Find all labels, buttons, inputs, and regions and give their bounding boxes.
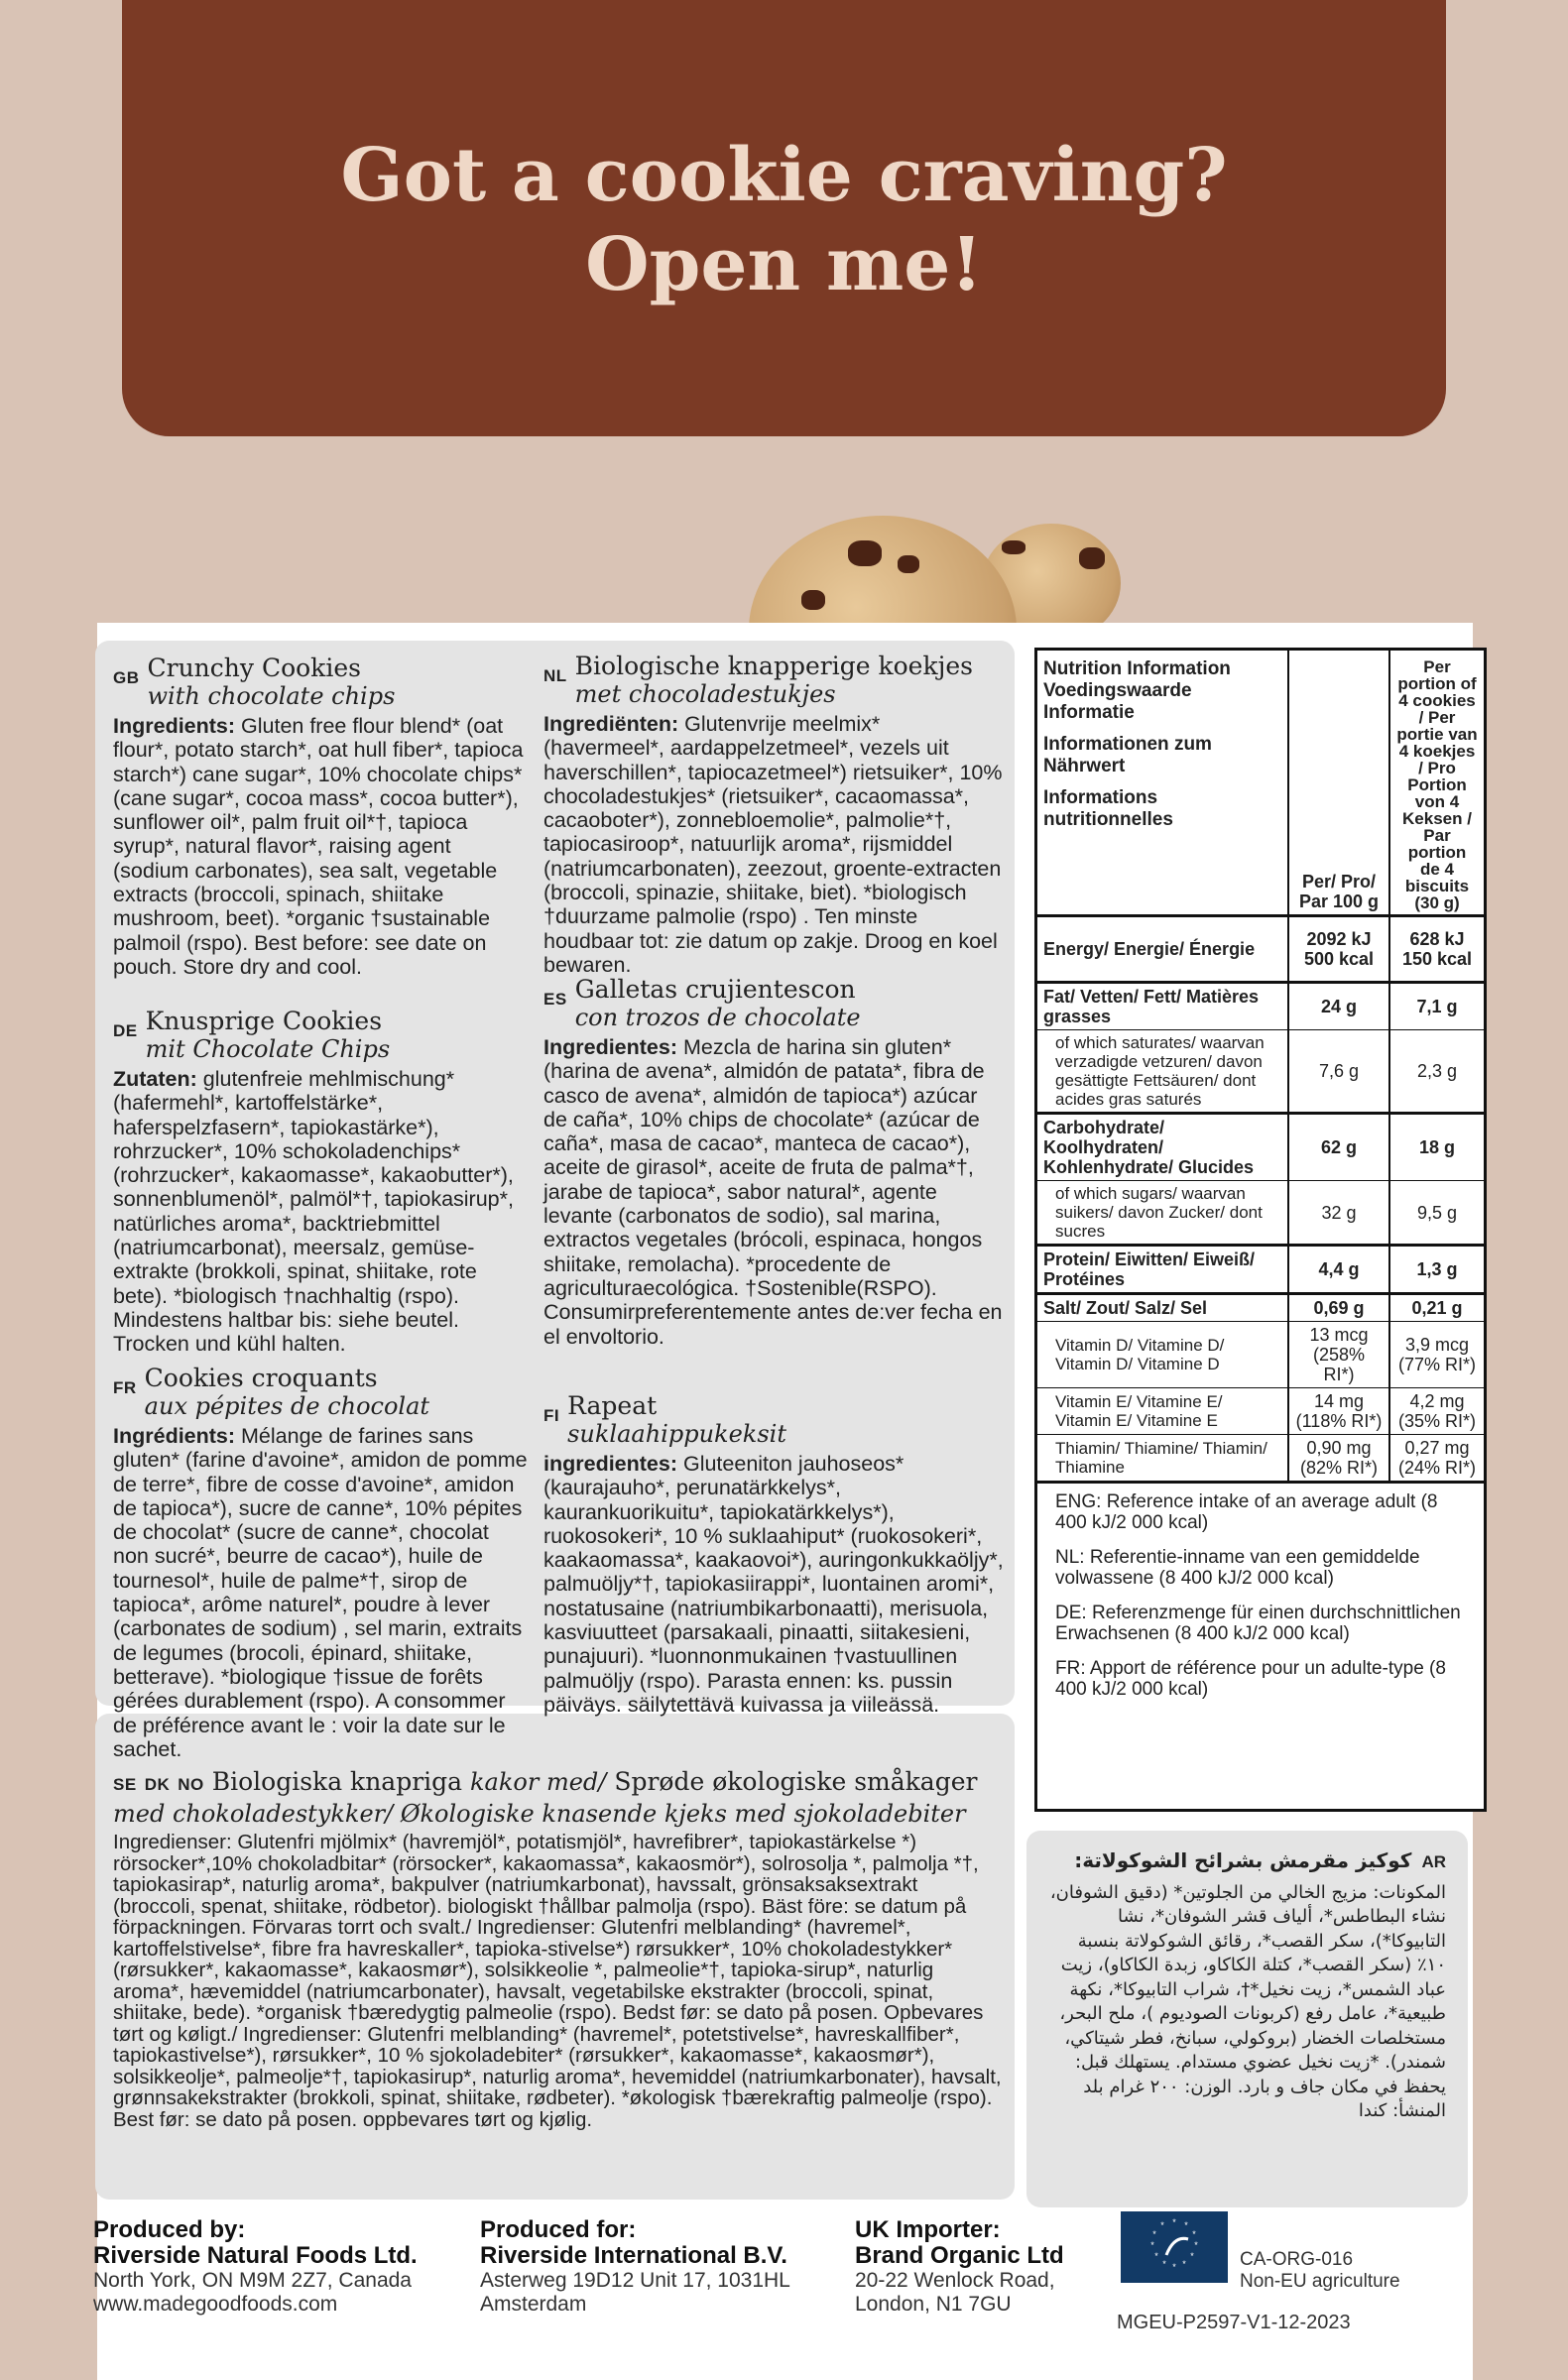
- nutrient-label: Energy/ Energie/ Énergie: [1037, 916, 1288, 983]
- lang-code: NL: [543, 666, 567, 685]
- section-de: [113, 1008, 535, 1357]
- svg-text:*: *: [1190, 2251, 1194, 2261]
- svg-text:*: *: [1162, 2259, 1166, 2269]
- nutrition-row: [1037, 1435, 1484, 1482]
- nutrition-header: Nutrition Information Voedingswaarde Informatie Informationen zum Nährwert Informations nutritionnelles Per/ Pro/ Par 100 g Per portion of 4 cookies / Per portie van 4 koekjes / Pro Portion von 4 Keksen / Par portion de 4 biscuits (30 g): [1037, 651, 1484, 916]
- value-per-100g: 62 g: [1288, 1114, 1389, 1181]
- value-per-100g: 2092 kJ 500 kcal: [1288, 916, 1389, 983]
- section-title: Crunchy Cookies: [147, 654, 361, 682]
- uk-importer-info: UK Importer: Brand Organic Ltd 20-22 Wenlock Road, London, N1 7GU: [855, 2216, 1064, 2316]
- ingredients-text: ingredientes: Gluteeniton jauhoseos* (kaurajauho*, perunatärkkelys*, kaurankuorikuitu*, tapiokatärkkelys*), ruokosokeri*, 10 % suklaahiput* (ruokosokeri*, kaakaomassa*, kaakaovoi*), auringonkukkaöljy*, palmuöljy*†, tapiokasiirappi*, luontainen aromi*, nostatusaine (natriumbikarbonaatti), merisuola, kasviuutteet (parsakaali, pinaatti, siitakesieni, punajuuri). *luonnonmukainen †vastuullinen palmuöljy (rspo). Parasta ennen: ks. pussin päiväys. säilytettävä kuivassa ja viileässä.: [543, 1452, 1004, 1717]
- nutrient-label: Fat/ Vetten/ Fett/ Matières grasses: [1037, 983, 1288, 1030]
- nutrient-label: Carbohydrate/ Koolhydraten/ Kohlenhydrate/ Glucides: [1037, 1114, 1288, 1181]
- section-subtitle: mit Chocolate Chips: [145, 1035, 391, 1063]
- value-per-portion: 0,21 g: [1389, 1294, 1484, 1322]
- nutrition-row: [1037, 1181, 1484, 1246]
- lang-code: FI: [543, 1406, 560, 1425]
- nutrient-label: of which saturates/ waarvan verzadigde vetzuren/ davon gesättigte Fettsäuren/ dont acides gras saturés: [1037, 1030, 1288, 1114]
- nutrition-row: [1037, 1246, 1484, 1294]
- section-fr: [113, 1365, 530, 1761]
- section-subtitle: with chocolate chips: [147, 682, 396, 710]
- nutrient-label: Vitamin E/ Vitamine E/ Vitamin E/ Vitamine E: [1037, 1388, 1288, 1435]
- value-per-portion: 2,3 g: [1389, 1030, 1484, 1114]
- ingredients-text: Ingredients: Gluten free flour blend* (oat flour*, potato starch*, oat hull fiber*, tapioca starch*) cane sugar*, 10% chocolate chips* (cane sugar*, cocoa mass*, cocoa butter*), sunflower oil*, palm fruit oil*†, tapioca syrup*, natural flavor*, raising agent (sodium carbonates), sea salt, vegetable extracts (broccoli, spinach, shiitake mushroom, beet). *organic †sustainable palmoil (rspo). Best before: see date on pouch. Store dry and cool.: [113, 714, 524, 979]
- value-per-100g: 13 mcg (258% RI*): [1288, 1322, 1389, 1388]
- value-per-portion: 4,2 mg (35% RI*): [1389, 1388, 1484, 1435]
- lang-code: ES: [543, 990, 567, 1009]
- ingredients-text: Zutaten: glutenfreie mehlmischung* (hafermehl*, kartoffelstärke*, haferspelzfasern*, tapiokastärke*), rohrzucker*, 10% schokoladenchips* (rohrzucker*, kakaomasse*, kakaobutter*), sonnenblumenöl*, palmöl*†, tapiokasirup*, natürliches aroma*, backtriebmittel (natriumcarbonat), meersalz, gemüse-extrakte (brokkoli, spinat, shiitake, rote bete). *biologisch †nachhaltig (rspo). Mindestens haltbar bis: siehe beutel. Trocken und kühl halten.: [113, 1067, 514, 1357]
- section-subtitle: med chokoladestykker/ Økologiske knasende kjeks med sjokoladebiter: [113, 1800, 966, 1828]
- nutrient-label: of which sugars/ waarvan suikers/ davon Zucker/ dont sucres: [1037, 1181, 1288, 1246]
- value-per-portion: 3,9 mcg (77% RI*): [1389, 1322, 1484, 1388]
- section-subtitle: met chocoladestukjes: [574, 680, 836, 708]
- nutrient-label: Thiamin/ Thiamine/ Thiamin/ Thiamine: [1037, 1435, 1288, 1482]
- section-title: Galletas crujientescon: [574, 975, 856, 1004]
- nutrition-row: [1037, 1388, 1484, 1435]
- value-per-portion: 1,3 g: [1389, 1246, 1484, 1294]
- value-per-100g: 4,4 g: [1288, 1246, 1389, 1294]
- value-per-100g: 7,6 g: [1288, 1030, 1389, 1114]
- svg-text:*: *: [1160, 2220, 1164, 2230]
- value-per-portion: 7,1 g: [1389, 983, 1484, 1030]
- chocolate-chip: [801, 590, 825, 610]
- nutrition-row: [1037, 1030, 1484, 1114]
- nutrition-row: [1037, 1114, 1484, 1181]
- section-title: Knusprige Cookies: [145, 1007, 383, 1035]
- svg-text:*: *: [1152, 2229, 1156, 2239]
- produced-for-info: Produced for: Riverside International B.V. Asterweg 19D12 Unit 17, 1031HL Amsterdam: [480, 2216, 790, 2316]
- eu-certification: CA-ORG-016 Non-EU agriculture: [1240, 2249, 1400, 2292]
- value-per-100g: 32 g: [1288, 1181, 1389, 1246]
- section-es: [543, 976, 1005, 1349]
- value-per-100g: 0,90 mg (82% RI*): [1288, 1435, 1389, 1482]
- section-gb: [113, 654, 530, 979]
- section-subtitle: con trozos de chocolate: [574, 1004, 861, 1031]
- svg-text:*: *: [1192, 2229, 1196, 2239]
- lang-code: SE: [113, 1775, 137, 1794]
- ingredients-text: Ingredienser: Glutenfri mjölmix* (havremjöl*, potatismjöl*, havrefibrer*, tapiokastärkelse *) rörsocker*,10% chokoladbitar* (rörsocker*, kakaomassa*, kakaosmör*), solrosolja *, palmolja *†, tapiokasirap*, naturlig aroma*, bakpulver (natriumkarbonat), havssalt, grönsaksaksextrakt (broccoli, spenat, shiitake, rödbetor). biologiskt †hållbar palmolja (rspo). Bäst före: se datum på förpackningen. Förvaras torrt och svalt./ Ingredienser: Glutenfri melblanding* (havremel*, kartoffelstivelse*, fibre fra havreskaller*, tapioka-stivelse*) rørsukker*, 10% chokoladestykker* (rørsukker*, kakaomasse*, kakaosmør*), solsikkeolie *, palmeolie*†, tapioka-sirup*, naturlig aroma*, hævemiddel (natriumcarbonater), havsalt, vegetabilske ekstrakter (broccoli, spinat, shiitake, bede). *organisk †bæredygtig palmeolie (rspo). Bedst før: se dato på posen. Opbevares tørt og køligt./ Ingredienser: Glutenfri melblanding* (havremel*, potetstivelse*, havreskallfiber*, tapiokastivelse*), rørsukker*, 10 % sjokoladebiter* (rørsukker*, kakaomasse*, kakaosmør*), solsikkeolje*, palmeolje*†, tapiokasirup*, naturlig aroma*, hevemiddel (natriumkarbonater), havsalt, grønnsakekstrakter (brokkoli, spinat, shiitake, rødbeter). *økologisk †bærekraftig palmeolje (rspo). Best før: se dato på posen. oppbevares tørt og kjølig.: [113, 1831, 1002, 2131]
- value-per-100g: 24 g: [1288, 983, 1389, 1030]
- section-title: Biologische knapperige koekjes: [574, 652, 973, 680]
- batch-code: MGEU-P2597-V1-12-2023: [1117, 2312, 1351, 2333]
- section-nordic: [113, 1767, 1006, 2130]
- nutrition-row: [1037, 983, 1484, 1030]
- section-subtitle: aux pépites de chocolat: [144, 1392, 430, 1420]
- chocolate-chip: [1002, 540, 1025, 554]
- value-per-portion: 9,5 g: [1389, 1181, 1484, 1246]
- nutrition-table: [1034, 648, 1487, 1812]
- ingredients-text: Ingrédients: Mélange de farines sans gluten* (farine d'avoine*, amidon de pomme de terre*, fibre de cosse d'avoine*, amidon de tapioca*), sucre de canne*, 10% pépites de chocolat* (sucre de canne*, chocolat non sucré*, beurre de cacao*), huile de tournesol*, huile de palme*†, sirop de tapioca*, arôme naturel*, poudre à lever (carbonates de sodium) , sel marin, extraits de legumes (brocoli, épinard, shiitake, betterave). *biologique †issue de forêts gérées durablement (rspo). A consommer de préférence avant le : voir la date sur le sachet.: [113, 1424, 528, 1761]
- lang-code: AR: [1421, 1852, 1446, 1871]
- nutrient-label: Vitamin D/ Vitamine D/ Vitamin D/ Vitamine D: [1037, 1322, 1288, 1388]
- section-title: كوكيز مقرمش بشرائح الشوكولاتة:: [1074, 1848, 1412, 1872]
- headline-line2: Open me!: [585, 222, 983, 307]
- value-per-portion: 18 g: [1389, 1114, 1484, 1181]
- lang-code: DE: [113, 1021, 138, 1040]
- value-per-100g: 14 mg (118% RI*): [1288, 1388, 1389, 1435]
- section-ar: [1026, 1831, 1468, 2207]
- eu-organic-logo-icon: [1121, 2211, 1228, 2283]
- section-title: Rapeat: [567, 1391, 658, 1420]
- svg-text:*: *: [1172, 2217, 1176, 2227]
- lang-code: DK: [144, 1775, 171, 1794]
- value-per-portion: 628 kJ 150 kcal: [1389, 916, 1484, 983]
- lang-code: GB: [113, 668, 140, 687]
- ingredients-text: Ingrediënten: Glutenvrije meelmix* (havermeel*, aardappelzetmeel*, vezels uit haverschillen*, tapiocazetmeel*) rietsuiker*, 10% chocoladestukjes* (rietsuiker*, cacaomassa*, cacaoboter*), zonnebloemolie*, palmolie*†, tapiocasiroop*, natuurlijk aroma*, rijsmiddel (natriumcarbonaten), zeezout, groente-extracten (broccoli, spinazie, shiitake, biet). *biologisch †duurzame palmolie (rspo) . Ten minste houdbaar tot: zie datum op zakje. Droog en koel bewaren.: [543, 712, 1003, 977]
- headline: [122, 131, 1446, 309]
- producer-info: Produced by: Riverside Natural Foods Ltd. North York, ON M9M 2Z7, Canada www.madegoodfoods.com: [93, 2216, 418, 2316]
- section-fi: [543, 1392, 1005, 1717]
- value-per-portion: 0,27 mg (24% RI*): [1389, 1435, 1484, 1482]
- section-subtitle: suklaahippukeksit: [567, 1420, 786, 1448]
- chocolate-chip: [1079, 547, 1105, 569]
- chocolate-chip: [848, 540, 882, 566]
- svg-text:*: *: [1194, 2240, 1198, 2250]
- lang-code: NO: [178, 1775, 204, 1794]
- svg-text:*: *: [1184, 2220, 1188, 2230]
- value-per-100g: 0,69 g: [1288, 1294, 1389, 1322]
- nutrient-label: Protein/ Eiwitten/ Eiweiß/ Protéines: [1037, 1246, 1288, 1294]
- svg-text:*: *: [1150, 2240, 1154, 2250]
- chocolate-chip: [898, 555, 919, 573]
- section-nl: [543, 653, 1005, 977]
- section-title: SE DK NO Biologiska knapriga kakor med/ Sprøde økologiske småkager: [113, 1767, 1006, 1800]
- ingredients-text: Ingredientes: Mezcla de harina sin gluten* (harina de avena*, almidón de patata*, fibra de casco de avena*, almidón de tapioca*) azúcar de caña*, 10% chips de chocolate* (azúcar de caña*, masa de cacao*, manteca de cacao*), aceite de girasol*, aceite de fruta de palma*†, jarabe de tapioca*, sabor natural*, agente levante (carbonatos de sodio), sal marina, extractos vegetales (brócoli, espinaca, hongos shiitake, remolacha). *procedente de agriculturaecológica. †Sostenible(RSPO). Consumirpreferentemente antes de:ver fecha en el envoltorio.: [543, 1035, 1003, 1349]
- nutrition-row: [1037, 1294, 1484, 1322]
- nutrient-label: Salt/ Zout/ Salz/ Sel: [1037, 1294, 1288, 1322]
- reference-intake-notes: ENG: Reference intake of an average adult (8 400 kJ/2 000 kcal) NL: Referentie-inname van een gemiddelde volwassene (8 400 kJ/2 000 kcal) DE: Referenzmenge für einen durchschnittlichen Erwachsenen (8 400 kJ/2 000 kcal) FR: Apport de référence pour un adulte-type (8 400 kJ/2 000 kcal): [1037, 1481, 1484, 1722]
- nutrition-row: [1037, 1322, 1484, 1388]
- section-title: Cookies croquants: [144, 1364, 378, 1392]
- svg-text:*: *: [1182, 2259, 1186, 2269]
- svg-text:*: *: [1172, 2262, 1176, 2272]
- svg-text:*: *: [1154, 2251, 1158, 2261]
- lang-code: FR: [113, 1378, 137, 1397]
- nutrition-row: [1037, 916, 1484, 983]
- headline-line1: Got a cookie craving?: [340, 133, 1228, 218]
- ingredients-text: المكونات: مزيج الخالي من الجلوتين* (دقيق الشوفان، نشاء البطاطس*، ألياف قشر الشوفان*، نشا التابيوكا*)، سكر القصب*، رقائق الشوكولاتة بنسبة ١٠٪ (سكر القصب*، كتلة الكاكاو، زبدة الكاكاو)، زيت عباد الشمس*، زيت نخيل*†، شراب التابيوكا*، نكهة طبيعية*، عامل رفع (كربونات الصوديوم )، ملح البحر، مستخلصات الخضار (بروكولي، سبانخ، فطر شيتاكي، شمندر). *زيت نخيل عضوي مستدام. يستهلك قبل: يحفظ في مكان جاف و بارد. الوزن: ٢٠٠ غرام بلد المنشأ: كندا: [1049, 1881, 1446, 2121]
